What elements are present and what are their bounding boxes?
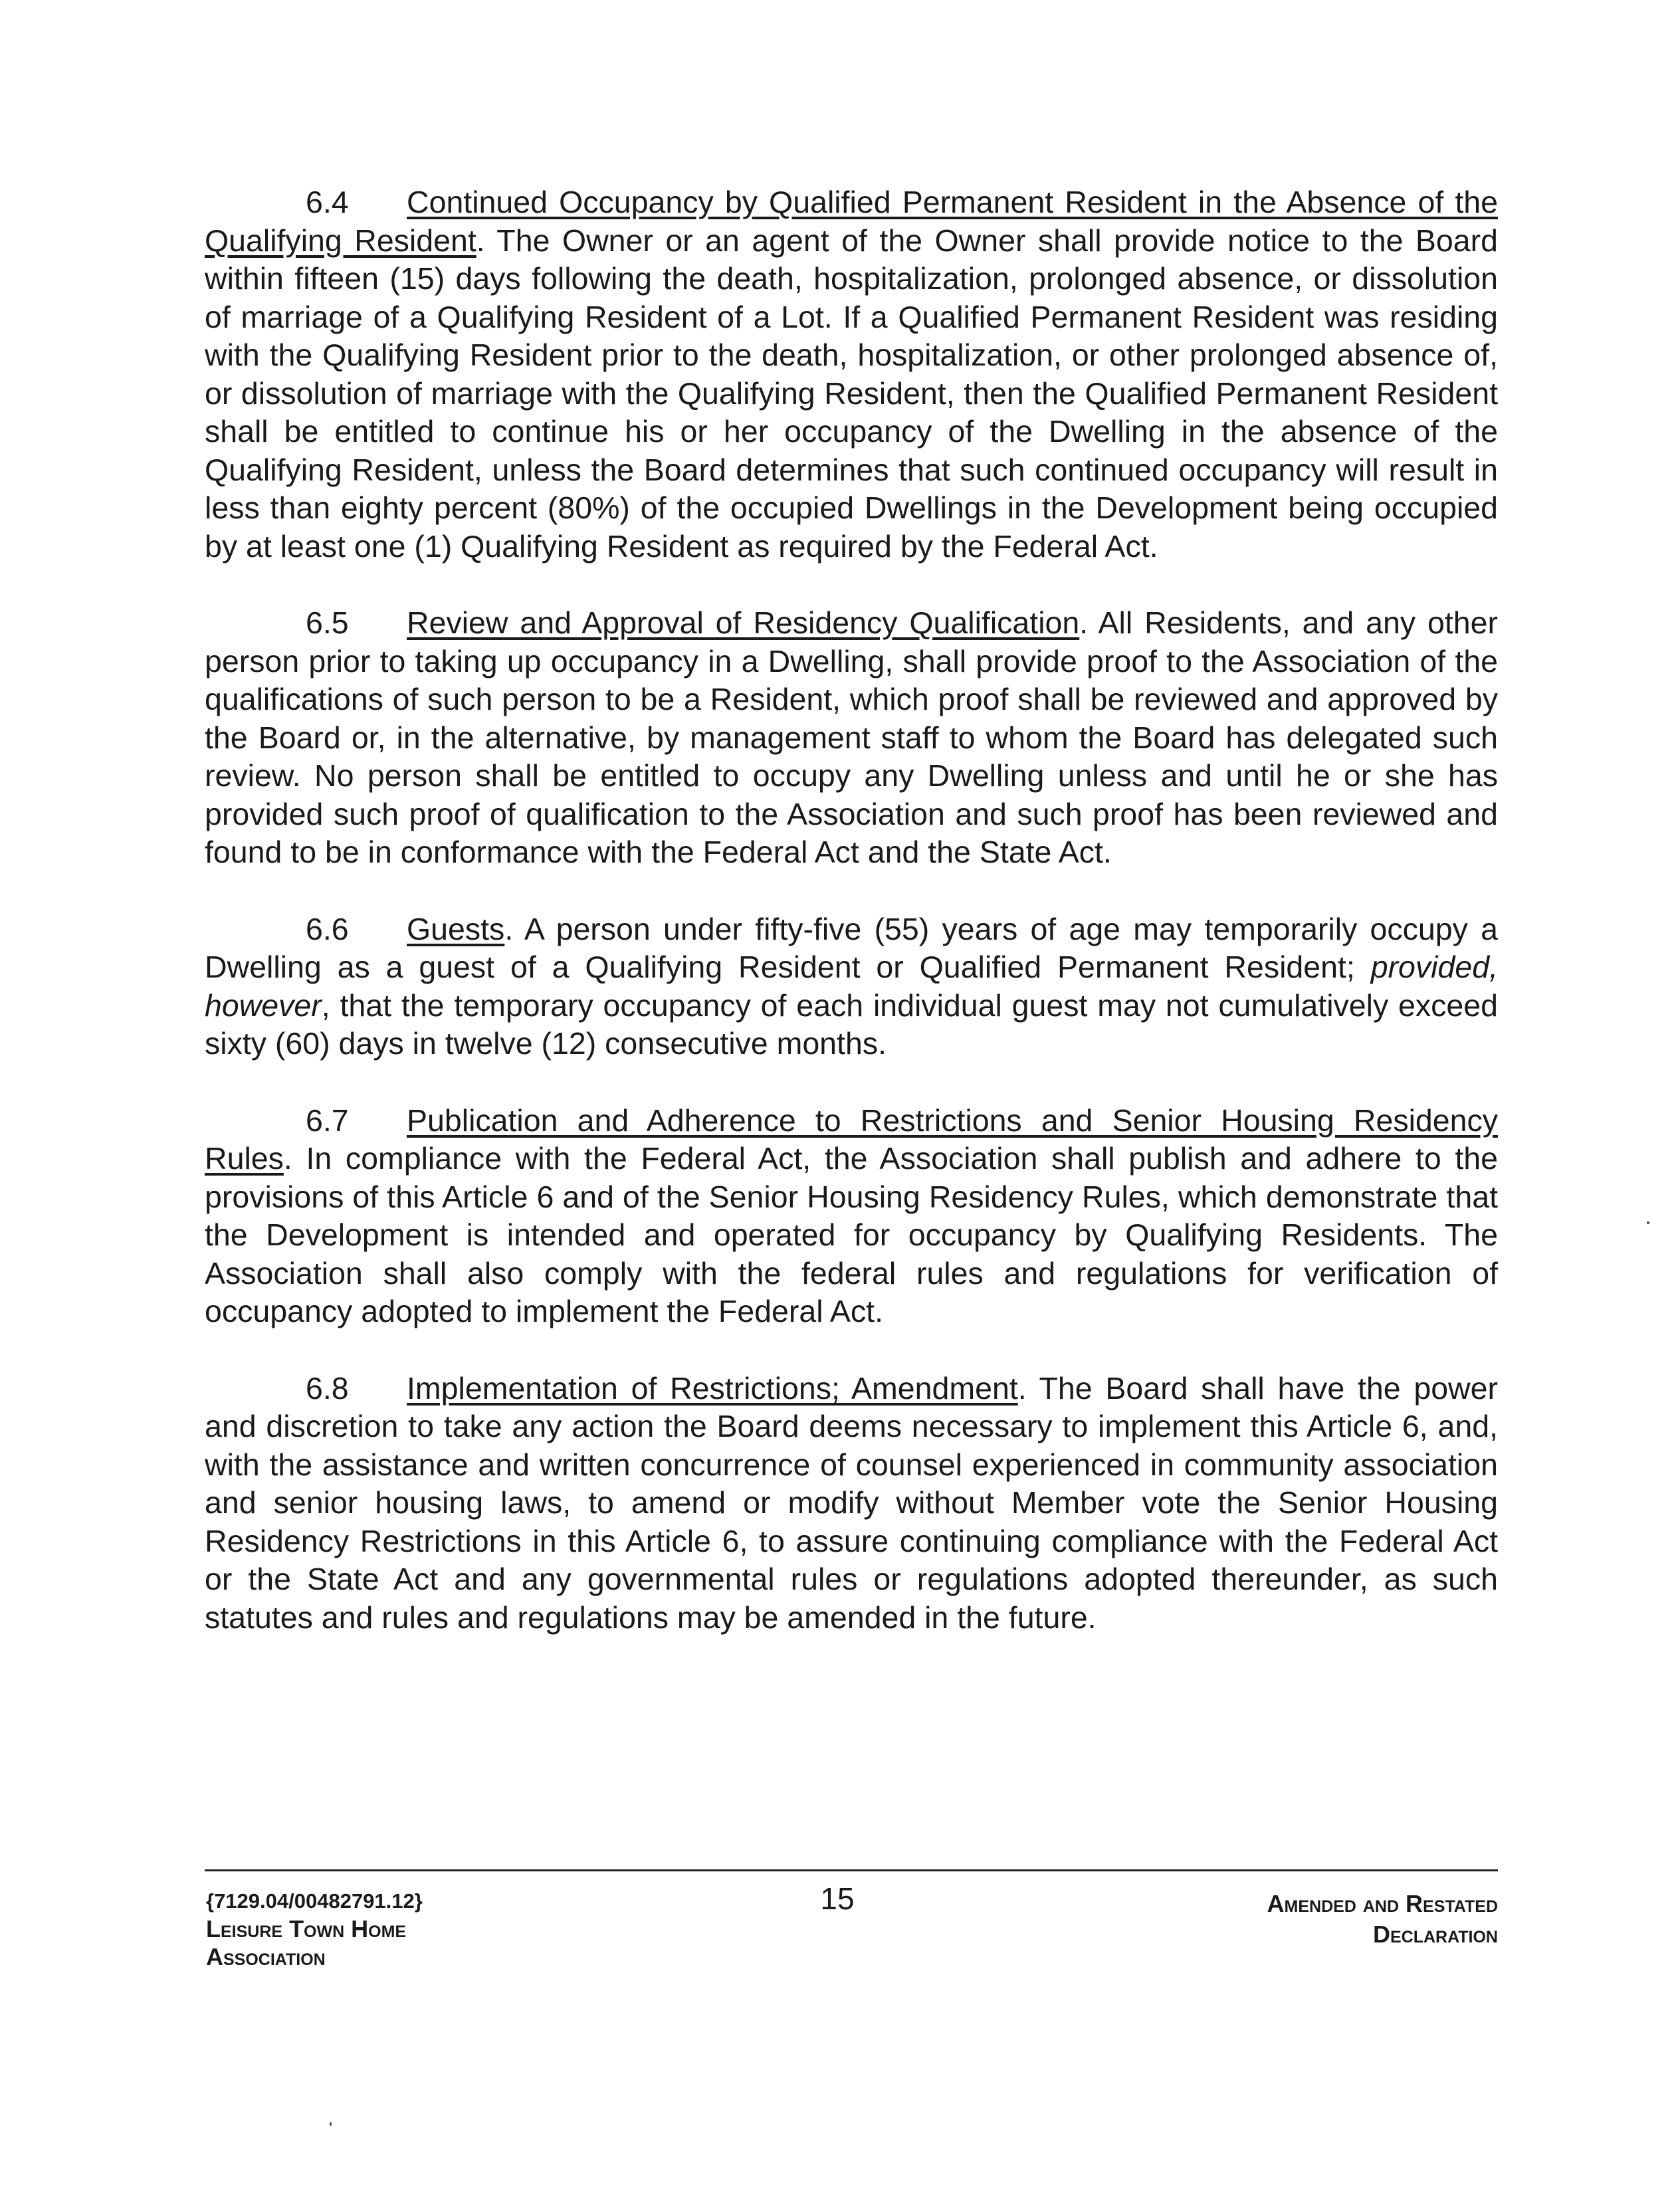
section-title-period: . — [1017, 1370, 1027, 1406]
scan-speck — [1647, 1221, 1649, 1224]
section-title-period: . — [476, 223, 485, 258]
section-number: 6.8 — [306, 1370, 349, 1406]
section-number: 6.6 — [306, 911, 349, 946]
section-number: 6.4 — [306, 185, 349, 219]
footer-right-block — [1267, 1889, 1498, 1950]
section-title: Guests — [407, 911, 505, 946]
footer-doc-title-line1: Amended and Restated — [1267, 1890, 1498, 1917]
section-title: Implementation of Restrictions; Amendment — [407, 1370, 1018, 1406]
section-title-period: . — [283, 1141, 292, 1176]
page-number: 15 — [820, 1881, 855, 1916]
section-body-continued: , that the temporary occupancy of each individual guest may not cumulatively exceed sixty (60) days in twelve (12) consecutive months. — [205, 988, 1498, 1061]
footer-doc-title-line2: Declaration — [1372, 1921, 1498, 1948]
section-title: Continued Occupancy by Qualified Permanent Resident in the Absence of the Qualifying Resident — [205, 185, 1498, 258]
section-6-6 — [205, 910, 1498, 1063]
section-6-4 — [205, 183, 1498, 566]
section-body: The Board shall have the power and discretion to take any action the Board deems necessary to implement this Article 6, and, with the assistance and written concurrence of counsel experienced in community association and senior housing laws, to amend or modify without Member vote the Senior Housing Residency Restrictions in this Article 6, to assure continuing compliance with the Federal Act or the State Act and any governmental rules or regulations adopted thereunder, as such statutes and rules and regulations may be amended in the future. — [205, 1370, 1498, 1635]
section-body-italic: provided, however — [205, 950, 1498, 1023]
section-number: 6.7 — [306, 1102, 349, 1138]
footer-association-line1: Leisure Town Home — [206, 1915, 407, 1942]
section-title: Publication and Adherence to Restrictions and Senior Housing Residency Rules — [205, 1102, 1498, 1176]
section-6-7 — [205, 1102, 1498, 1331]
footer-left-block — [206, 1887, 423, 1971]
section-title-period: . — [504, 911, 514, 946]
document-body — [205, 183, 1498, 1675]
section-body: In compliance with the Federal Act, the Association shall publish and adhere to the provisions of this Article 6 and of the Senior Housing Residency Rules, which demonstrate that the Development is intended and operated for occupancy by Qualifying Residents. The Association shall also comply with the federal rules and regulations for verification of occupancy adopted to implement the Federal Act. — [205, 1141, 1498, 1328]
footer-association-line2: Association — [206, 1943, 326, 1970]
section-body: All Residents, and any other person prior to taking up occupancy in a Dwelling, shall provide proof to the Association of the qualifications of such person to be a Resident, which proof shall be reviewed and approved by the Board or, in the alternative, by management staff to whom the Board has delegated such review. No person shall be entitled to occupy any Dwelling unless and until he or she has provided such proof of qualification to the Association and such proof has been reviewed and found to be in conformance with the Federal Act and the State Act. — [205, 605, 1498, 869]
section-title-period: . — [1079, 605, 1089, 640]
section-body: A person under fifty-five (55) years of age may temporarily occupy a Dwelling as a guest of a Qualifying Resident or Qualified Permanent Resident; — [205, 911, 1498, 984]
section-6-8 — [205, 1370, 1498, 1637]
section-number: 6.5 — [306, 605, 349, 640]
section-body: The Owner or an agent of the Owner shall provide notice to the Board within fifteen (15) days following the death, hospitalization, prolonged absence, or dissolution of marriage of a Qualifying Resident of a Lot. If a Qualified Permanent Resident was residing with the Qualifying Resident prior to the death, hospitalization, or other prolonged absence of, or dissolution of marriage with the Qualifying Resident, then the Qualified Permanent Resident shall be entitled to continue his or her occupancy of the Dwelling in the absence of the Qualifying Resident, unless the Board determines that such continued occupancy will result in less than eighty percent (80%) of the occupied Dwellings in the Development being occupied by at least one (1) Qualifying Resident as required by the Federal Act. — [205, 223, 1498, 564]
section-6-5 — [205, 604, 1498, 872]
section-title: Review and Approval of Residency Qualification — [407, 605, 1080, 640]
footer-doc-id: {7129.04/00482791.12} — [206, 1889, 423, 1913]
scan-speck — [330, 2122, 332, 2126]
footer-divider — [205, 1869, 1498, 1871]
